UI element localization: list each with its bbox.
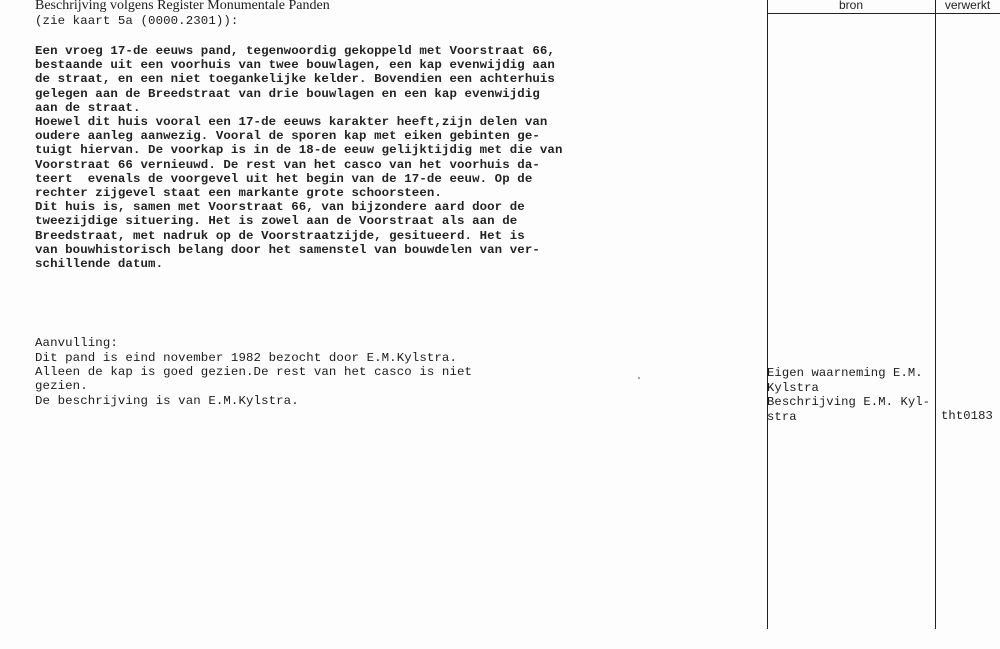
paper-speck: [638, 377, 640, 379]
column-header-bron: bron: [838, 0, 864, 12]
document-heading: Beschrijving volgens Register Monumentale Panden: [35, 0, 330, 13]
column-divider-verwerkt: [935, 0, 936, 629]
map-reference: (zie kaart 5a (0000.2301)):: [35, 14, 239, 28]
processed-entry: tht0183: [941, 409, 993, 423]
addendum-body: Dit pand is eind november 1982 bezocht door E.M.Kylstra. Alleen de kap is goed gezien.De rest van het casco is niet gezien. De beschrijving is van E.M.Kylstra.: [35, 351, 473, 408]
column-header-rule: [767, 13, 1000, 14]
source-entry: Eigen waarneming E.M. Kylstra Beschrijving E.M. Kyl- stra: [767, 366, 931, 424]
column-header-verwerkt: verwerkt: [944, 0, 991, 12]
column-divider-bron: [767, 0, 768, 629]
addendum-heading: Aanvulling:: [35, 336, 118, 350]
description-body: Een vroeg 17-de eeuws pand, tegenwoordig gekoppeld met Voorstraat 66, bestaande uit een voorhuis van twee bouwlagen, een kap evenwijdig aan de straat, en een niet toegankelijke kelder. Bovendien een achterhuis gelegen aan de Breedstraat van drie bouwlagen en een kap evenwijdig aan de straat. Hoewel dit huis vooral een 17-de eeuws karakter heeft,zijn delen van oudere aanleg aanwezig. Vooral de sporen kap met eiken gebinten ge- tuigt hiervan. De voorkap is in de 18-de eeuw gelijktijdig met die van Voorstraat 66 vernieuwd. De rest van het casco van het voorhuis da- teert evenals de voorgevel uit het begin van de 17-de eeuw. Op de rechter zijgevel staat een markante grote schoorsteen. Dit huis is, samen met Voorstraat 66, van bijzondere aard door de tweezijdige situering. Het is zowel aan de Voorstraat als aan de Breedstraat, met nadruk op de Voorstraatzijde, gesitueerd. Het is van bouwhistorisch belang door het samenstel van bouwdelen van ver- schillende datum.: [35, 44, 563, 272]
